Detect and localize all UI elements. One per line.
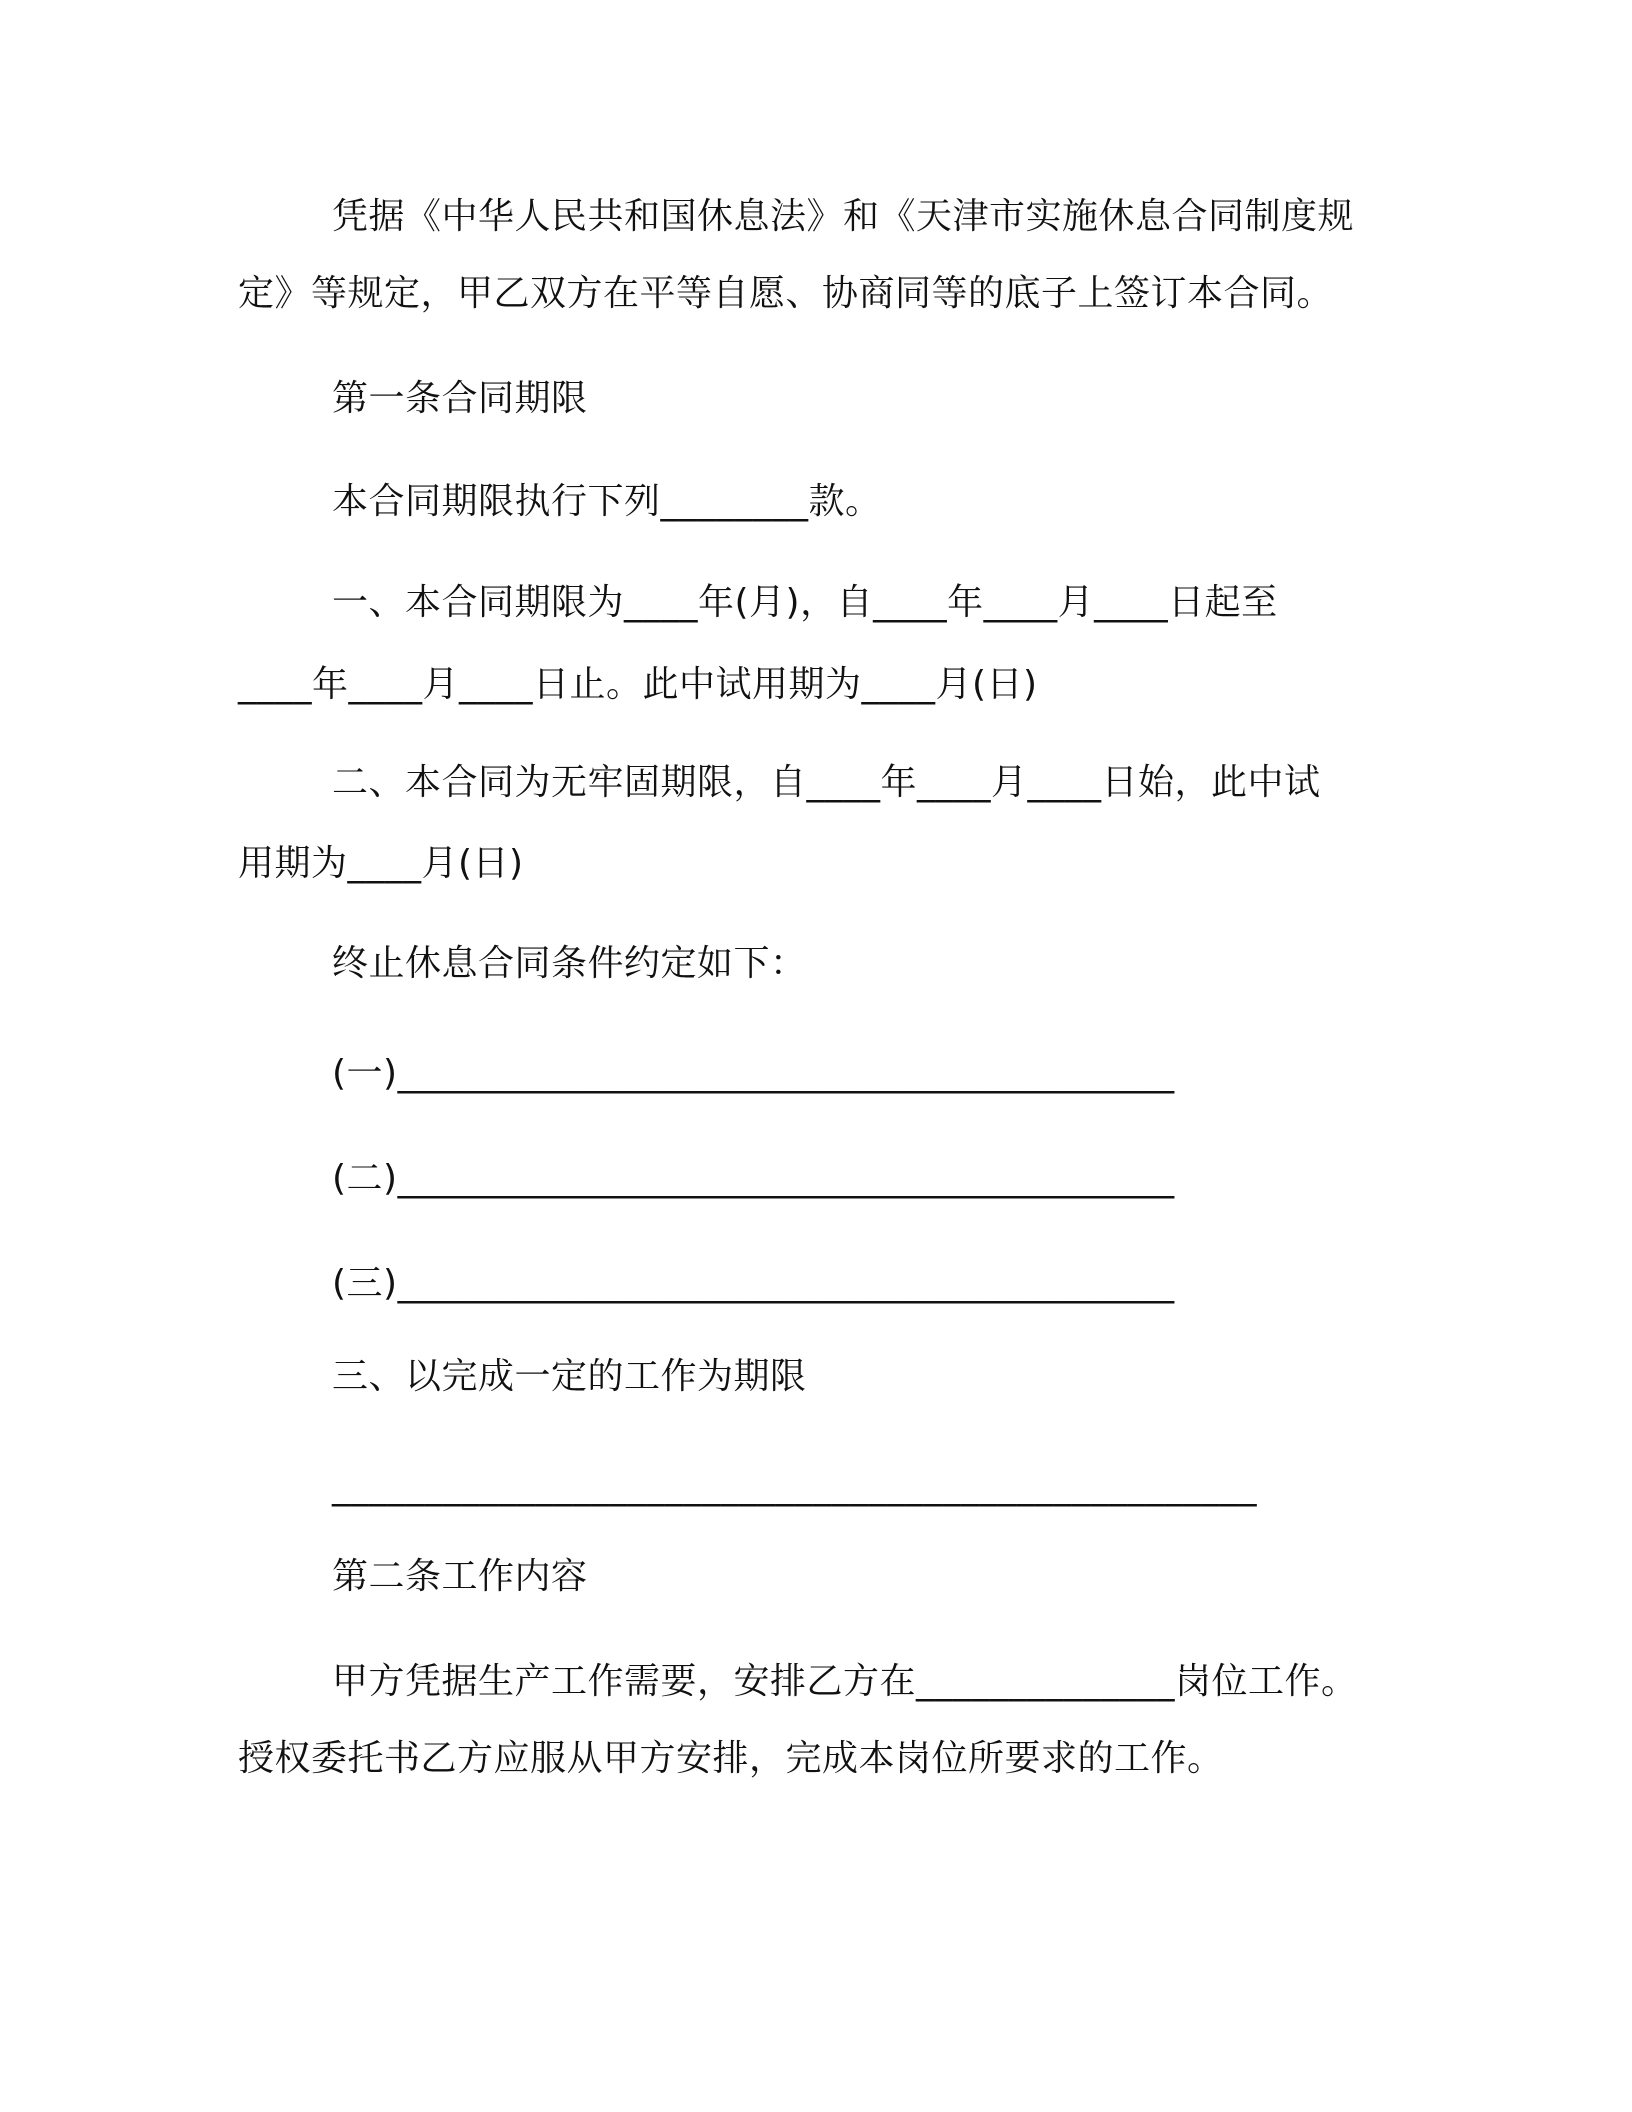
termination-condition-3: (三)__________________________________________	[332, 1263, 1175, 1304]
clause-1-line-1: 一、本合同期限为____年(月)，自____年____月____日起至	[332, 582, 1278, 623]
article-1-heading: 第一条合同期限	[332, 378, 588, 419]
work-content-line-2: 授权委托书乙方应服从甲方安排，完成本岗位所要求的工作。	[238, 1738, 1224, 1779]
term-clause: 本合同期限执行下列________款。	[332, 481, 882, 522]
clause-3-blank-line: __________________________________________________	[332, 1466, 1257, 1507]
paragraph-intro-line-1: 凭据《中华人民共和国休息法》和《天津市实施休息合同制度规	[332, 196, 1355, 237]
article-2-heading: 第二条工作内容	[332, 1556, 588, 1597]
termination-conditions-heading: 终止休息合同条件约定如下：	[332, 943, 807, 984]
clause-2-line-2: 用期为____月(日)	[238, 843, 524, 884]
clause-3-heading: 三、以完成一定的工作为期限	[332, 1356, 807, 1397]
work-content-line-1: 甲方凭据生产工作需要，安排乙方在______________岗位工作。	[332, 1661, 1358, 1702]
termination-condition-2: (二)__________________________________________	[332, 1158, 1175, 1199]
paragraph-intro-line-2: 定》等规定，甲乙双方在平等自愿、协商同等的底子上签订本合同。	[238, 273, 1334, 314]
clause-2-line-1: 二、本合同为无牢固期限，自____年____月____日始，此中试	[332, 762, 1321, 803]
termination-condition-1: (一)__________________________________________	[332, 1053, 1175, 1094]
clause-1-line-2: ____年____月____日止。此中试用期为____月(日)	[238, 664, 1038, 705]
